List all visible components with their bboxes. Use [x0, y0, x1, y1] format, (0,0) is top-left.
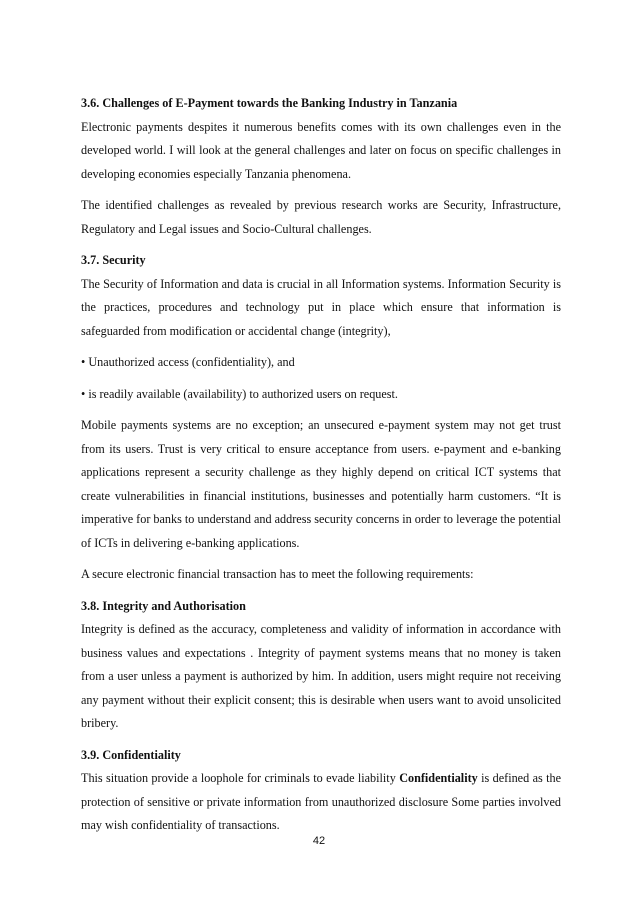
- paragraph: The Security of Information and data is crucial in all Information systems. Information Security is the practices, procedures and technology put in place which ensure that information is safeguarded from modification or accidental change (integrity),: [81, 276, 561, 338]
- section-heading: 3.9. Confidentiality: [81, 747, 181, 762]
- page-number: 42: [312, 835, 326, 847]
- paragraph: The identified challenges as revealed by previous research works are Security, Infrastructure, Regulatory and Legal issues and Socio-Cultural challenges.: [81, 198, 561, 236]
- text-run: is defined as the protection of sensitive or private information from unauthorized disclosure Some parties involved may wish confidentiality of transactions.: [81, 771, 561, 832]
- section-heading: 3.6. Challenges of E-Payment towards the Banking Industry in Tanzania: [81, 96, 458, 110]
- bold-term: Confidentiality: [399, 771, 478, 785]
- paragraph: Integrity is defined as the accuracy, completeness and validity of information in accordance with business values and expectations . Integrity of payment systems means that no money is taken from a user unless a payment is authorized by him. In addition, users might require not receiving any payment without their explicit consent; this is desirable when users want to avoid unsolicited bribery.: [81, 622, 561, 730]
- section-3-7: [81, 249, 561, 587]
- section-heading: 3.8. Integrity and Authorisation: [81, 598, 246, 613]
- text-run: This situation provide a loophole for criminals to evade liability: [81, 771, 400, 785]
- section-3-9: [81, 744, 561, 838]
- bullet-item: • is readily available (availability) to authorized users on request.: [81, 386, 398, 401]
- paragraph: Electronic payments despites it numerous benefits comes with its own challenges even in the developed world. I will look at the general challenges and later on focus on specific challenges in developing economies especially Tanzania phenomena.: [81, 119, 561, 181]
- paragraph: A secure electronic financial transaction has to meet the following requirements:: [81, 567, 474, 581]
- section-3-8: [81, 595, 561, 736]
- section-3-6: [81, 92, 561, 241]
- document-page: [81, 92, 561, 846]
- paragraph: Mobile payments systems are no exception; an unsecured e-payment system may not get trust from its users. Trust is very critical to ensure acceptance from users. e-payment and e-banking applications represent a security challenge as they highly depend on critical ICT systems that create vulnerabilities in financial institutions, businesses and potentially harm customers. “It is imperative for banks to understand and address security concerns in order to leverage the potential of ICTs in delivering e-banking applications.: [81, 418, 561, 550]
- section-heading: 3.7. Security: [81, 253, 146, 267]
- bullet-item: • Unauthorized access (confidentiality), and: [81, 355, 295, 369]
- paragraph: [81, 767, 561, 838]
